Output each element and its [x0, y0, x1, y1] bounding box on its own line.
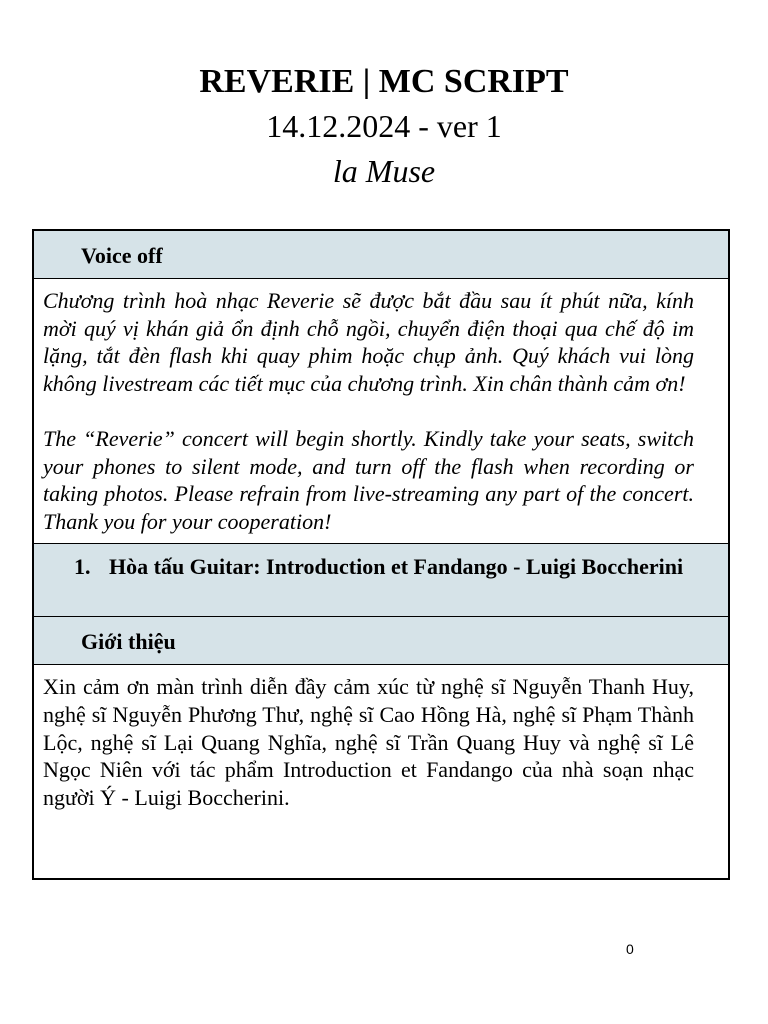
performance-title: Hòa tấu Guitar: Introduction et Fandango - Luigi Boccherini — [109, 554, 684, 580]
page-number: 0 — [626, 941, 634, 957]
script-table — [32, 229, 730, 880]
voice-off-heading: Voice off — [34, 231, 728, 279]
document-organization: la Muse — [332, 153, 436, 189]
introduction-text: Xin cảm ơn màn trình diễn đầy cảm xúc từ nghệ sĩ Nguyễn Thanh Huy, nghệ sĩ Nguyễn Phương Thư, nghệ sĩ Cao Hồng Hà, nghệ sĩ Phạm Thành Lộc, nghệ sĩ Lại Quang Nghĩa, nghệ sĩ Trần Quang Huy và nghệ sĩ Lê Ngọc Niên với tác phẩm Introduction et Fandango của nhà soạn nhạc người Ý - Luigi Boccherini. — [43, 674, 694, 810]
document-title: REVERIE | MC SCRIPT — [199, 63, 569, 100]
document-header — [0, 60, 768, 194]
introduction-heading: Giới thiệu — [34, 617, 728, 665]
performance-1-heading — [34, 544, 728, 617]
voice-off-vietnamese-text: Chương trình hoà nhạc Reverie sẽ được bắt đầu sau ít phút nữa, kính mời quý vị khán giả ổn định chỗ ngồi, chuyển điện thoại qua chế độ im lặng, tắt đèn flash khi quay phim hoặc chụp ảnh. Quý khách vui lòng không livestream các tiết mục của chương trình. Xin chân thành cảm ơn! — [43, 288, 694, 396]
voice-off-body — [34, 279, 728, 544]
document-date-version: 14.12.2024 - ver 1 — [266, 108, 502, 144]
voice-off-english-text: The “Reverie” concert will begin shortly. Kindly take your seats, switch your phones to silent mode, and turn off the flash when recording or taking photos. Please refrain from live-streaming any part of the concert. Thank you for your cooperation! — [43, 425, 694, 534]
introduction-body — [34, 665, 728, 878]
performance-number: 1. — [74, 554, 91, 580]
